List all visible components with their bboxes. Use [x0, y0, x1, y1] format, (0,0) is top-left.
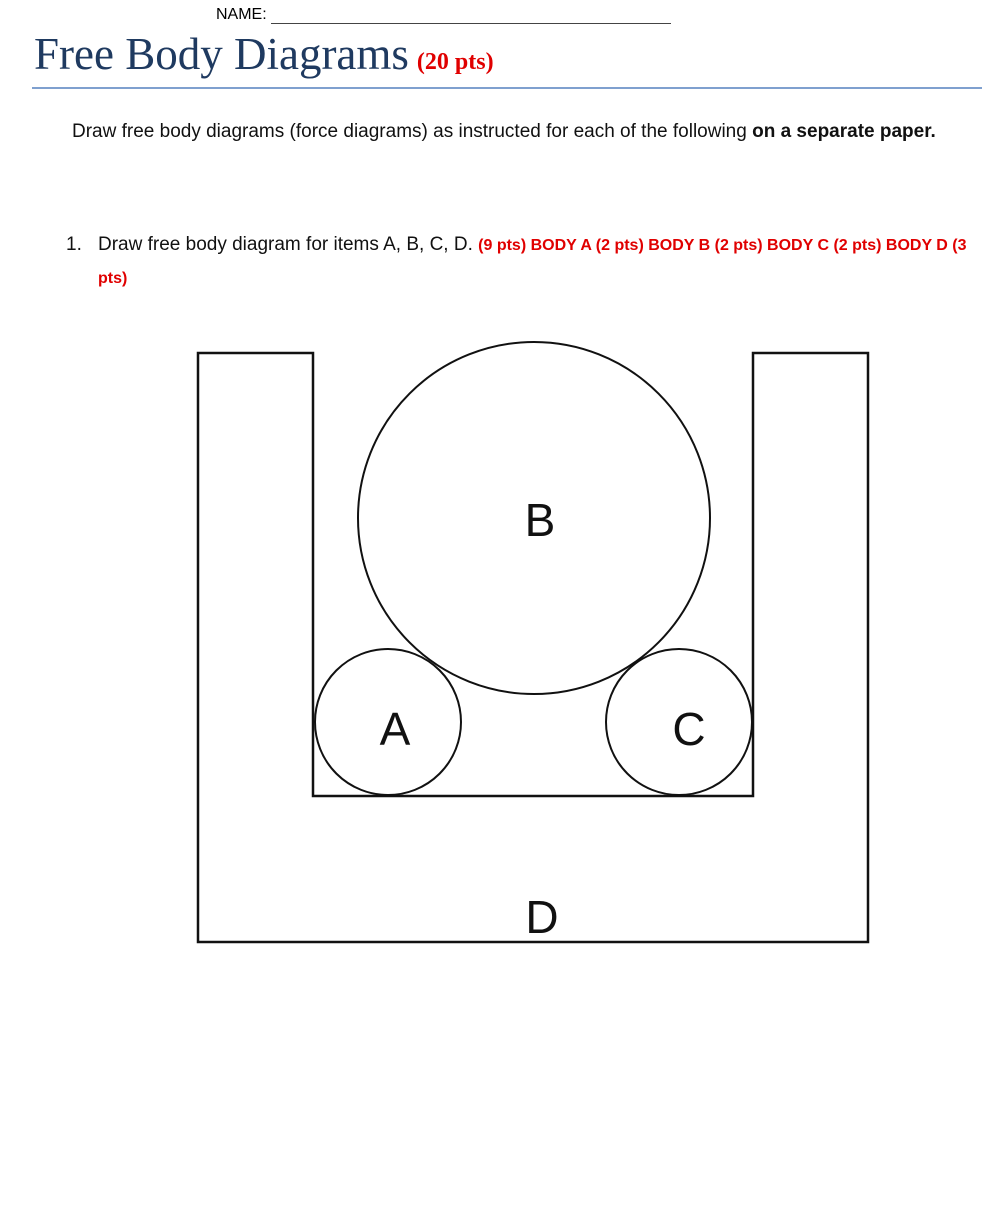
- label-b: B: [524, 494, 556, 546]
- title-text: Free Body Diagrams: [34, 29, 409, 79]
- instructions-bold: on a separate paper.: [752, 121, 936, 142]
- question-text: Draw free body diagram for items A, B, C, D.: [98, 234, 479, 255]
- question-points: (9 pts) BODY A (2 pts) BODY B (2 pts) BODY C (2 pts) BODY D (3 pts): [98, 237, 967, 287]
- label-a: A: [379, 703, 411, 755]
- label-c: C: [672, 703, 706, 755]
- label-d: D: [525, 891, 559, 943]
- name-label: NAME:: [216, 6, 267, 23]
- title-points: (20 pts): [416, 49, 494, 75]
- body-d: [198, 353, 868, 942]
- question-number: 1.: [66, 234, 82, 255]
- instructions-text: Draw free body diagrams (force diagrams) as instructed for each of the following: [72, 121, 753, 142]
